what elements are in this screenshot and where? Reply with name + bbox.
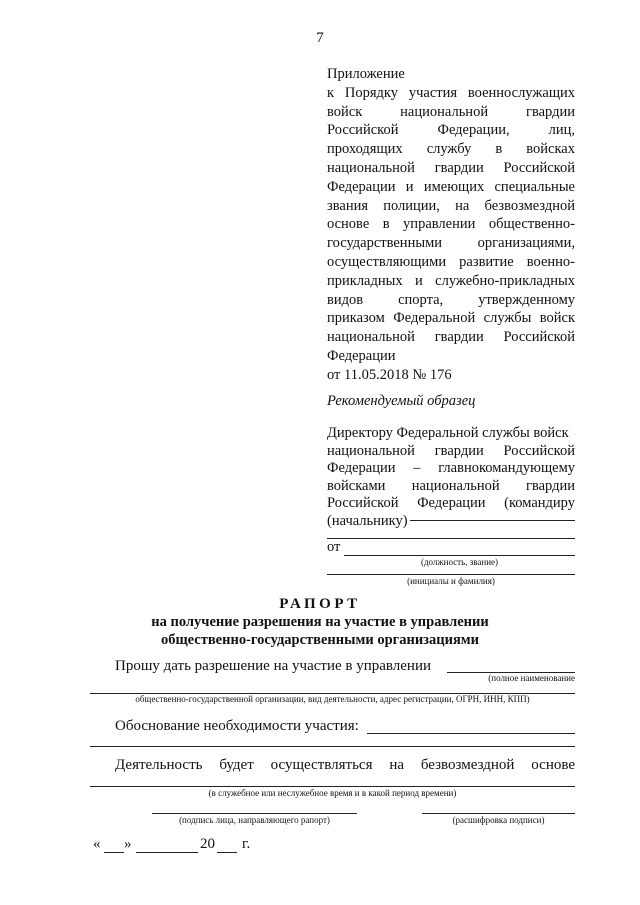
appendix-line: приказом Федеральной службы войск bbox=[327, 310, 575, 327]
signature-caption: (подпись лица, направляющего рапорт) bbox=[179, 815, 330, 825]
appendix-line: прикладных и служебно-прикладных bbox=[327, 272, 575, 289]
appendix-line: от 11.05.2018 № 176 bbox=[327, 366, 452, 383]
request-text: Прошу дать разрешение на участие в управлении bbox=[115, 658, 432, 674]
document-title: РАПОРТ bbox=[279, 596, 361, 612]
position-fill-line[interactable] bbox=[344, 555, 575, 556]
appendix-line: национальной гвардии Российской bbox=[327, 159, 575, 176]
date-month-field[interactable] bbox=[136, 852, 198, 853]
appendix-block bbox=[327, 65, 575, 385]
decoding-fill-line[interactable] bbox=[422, 813, 575, 814]
activity-word: осуществляться bbox=[270, 757, 373, 773]
justification-label: Обоснование необходимости участия: bbox=[115, 718, 359, 734]
addressee-line: национальной гвардии Российской bbox=[327, 442, 575, 459]
position-caption: (должность, звание) bbox=[420, 557, 499, 567]
appendix-line: Федерации bbox=[327, 347, 396, 364]
date-year-suffix: г. bbox=[242, 836, 251, 852]
appendix-line: звания полиции, на безвозмездной bbox=[327, 197, 575, 214]
activity-word: будет bbox=[219, 757, 254, 773]
appendix-line: национальной гвардии Российской bbox=[327, 329, 575, 346]
appendix-line: видов спорта, утвержденному bbox=[327, 291, 575, 308]
activity-word: безвозмездной bbox=[420, 757, 515, 773]
org-name-caption: (полное наименование bbox=[488, 673, 575, 683]
addressee-fill-line[interactable] bbox=[327, 538, 575, 539]
activity-word: на bbox=[389, 757, 405, 773]
addressee-fill-line[interactable] bbox=[410, 520, 575, 521]
org-details-caption: общественно-государственной организации, вид деятельности, адрес регистрации, ОГРН, ИНН, КПП) bbox=[135, 694, 530, 704]
activity-word: Деятельность bbox=[115, 757, 203, 773]
sample-label: Рекомендуемый образец bbox=[327, 393, 476, 409]
addressee-line: войсками национальной гвардии bbox=[327, 477, 575, 494]
addressee-line: Федерации – главнокомандующему bbox=[327, 460, 575, 476]
date-open-quote: « bbox=[93, 836, 101, 852]
date-day-field[interactable] bbox=[104, 852, 124, 853]
name-fill-line[interactable] bbox=[327, 574, 575, 575]
document-subtitle: общественно-государственными организациями bbox=[160, 632, 480, 648]
document-subtitle: на получение разрешения на участие в управлении bbox=[151, 614, 489, 630]
name-caption: (инициалы и фамилия) bbox=[407, 576, 495, 586]
appendix-line: войск национальной гвардии bbox=[327, 103, 575, 120]
date-close-quote: » bbox=[124, 836, 132, 852]
appendix-line: Российской Федерации, лиц, bbox=[327, 122, 575, 139]
from-label: от bbox=[327, 539, 341, 555]
addressee-line: (начальнику) bbox=[327, 512, 408, 529]
page-number: 7 bbox=[316, 30, 324, 46]
appendix-line: Приложение bbox=[327, 66, 405, 82]
addressee-block bbox=[327, 425, 575, 530]
appendix-line: государственными организациями, bbox=[327, 235, 575, 252]
date-year-prefix: 20 bbox=[200, 836, 215, 852]
appendix-line: проходящих службу в войсках bbox=[327, 141, 575, 158]
signature-fill-line[interactable] bbox=[152, 813, 357, 814]
activity-fill-line[interactable] bbox=[90, 786, 575, 787]
appendix-line: основе в управлении общественно- bbox=[327, 216, 575, 233]
time-caption: (в служебное или неслужебное время и в какой период времени) bbox=[208, 788, 457, 798]
justification-fill-line[interactable] bbox=[367, 733, 575, 734]
date-year-field[interactable] bbox=[217, 852, 237, 853]
justification-fill-line[interactable] bbox=[90, 746, 575, 747]
addressee-line: Российской Федерации (командиру bbox=[327, 495, 575, 511]
activity-line bbox=[115, 757, 575, 774]
appendix-line: осуществляющими развитие военно- bbox=[327, 253, 575, 270]
appendix-line: Федерации и имеющих специальные bbox=[327, 178, 575, 195]
addressee-line: Директору Федеральной службы войск bbox=[327, 425, 569, 441]
appendix-line: к Порядку участия военнослужащих bbox=[327, 84, 575, 101]
activity-word: основе bbox=[531, 757, 575, 773]
decoding-caption: (расшифровка подписи) bbox=[452, 815, 545, 825]
